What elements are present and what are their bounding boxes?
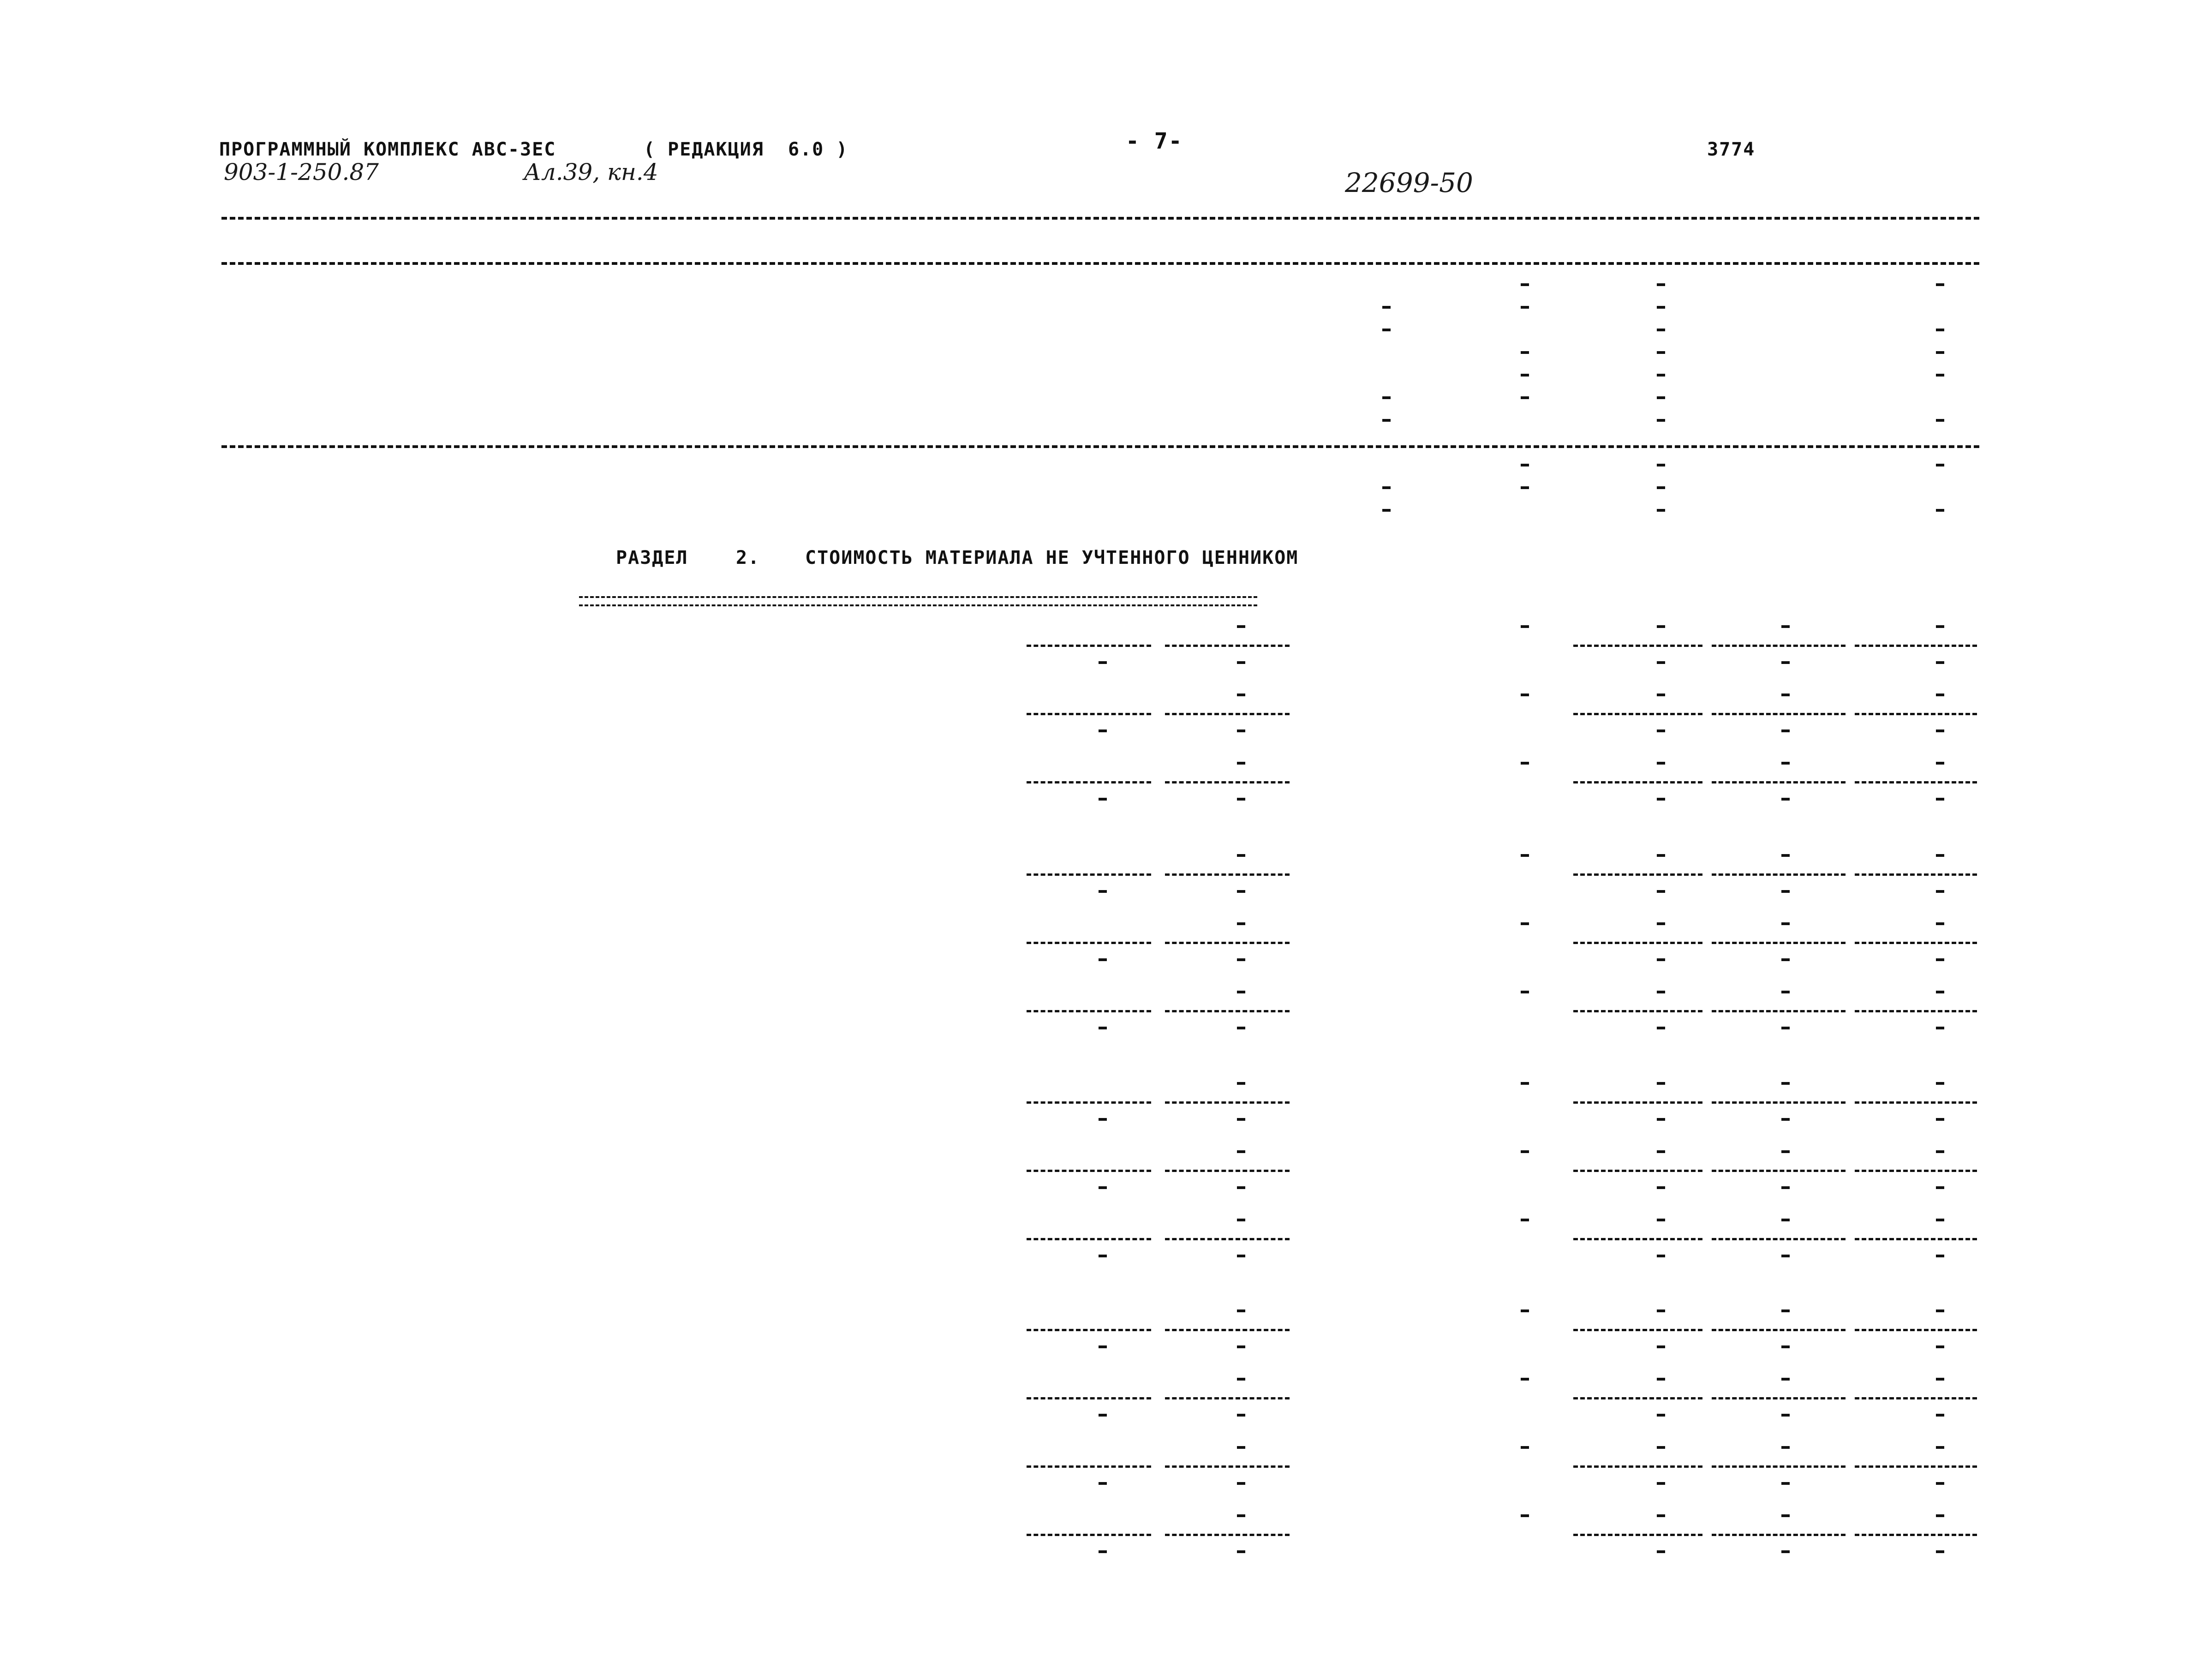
item-sub-rule — [1855, 942, 1977, 944]
item-sub-rule — [1165, 1010, 1290, 1012]
summary-col11-dash — [1936, 351, 1944, 354]
item-col11-dash — [1936, 1082, 1944, 1085]
summary-col9-dash — [1657, 509, 1665, 512]
item-col11-dash — [1936, 1150, 1944, 1153]
summary-col8-dash — [1521, 351, 1529, 354]
item-col10-dash — [1781, 762, 1790, 765]
item-col8-dash — [1521, 1082, 1529, 1085]
header-bottom-rule — [221, 262, 1979, 265]
item-col9-dash — [1657, 991, 1665, 993]
item-col11-dash — [1936, 762, 1944, 765]
summary-col9-dash — [1657, 283, 1665, 286]
item-sub-rule — [1573, 713, 1702, 715]
item-under-dash — [1781, 661, 1790, 664]
item-under-dash — [1936, 1255, 1944, 1257]
item-under-dash — [1657, 890, 1665, 893]
summary-col9-dash — [1657, 329, 1665, 331]
item-col8-dash — [1521, 694, 1529, 696]
item-under-dash — [1657, 1345, 1665, 1348]
item-col10-dash — [1781, 1082, 1790, 1085]
item-under-dash — [1781, 958, 1790, 961]
item-col6-dash — [1237, 1082, 1245, 1085]
summary-col7-dash — [1382, 419, 1391, 422]
handwritten-doc-number: 22699-50 — [1345, 167, 1473, 198]
item-sub-rule — [1165, 1465, 1290, 1468]
item-col10-dash — [1781, 1309, 1790, 1312]
item-col9-dash — [1657, 1309, 1665, 1312]
item-sub-rule — [1027, 1534, 1151, 1536]
item-col11-dash — [1936, 1378, 1944, 1381]
summary-col8-dash — [1521, 464, 1529, 466]
item-under-dash — [1657, 1027, 1665, 1029]
item-col11-dash — [1936, 854, 1944, 857]
item-col10-dash — [1781, 1446, 1790, 1449]
item-under-dash — [1936, 1414, 1944, 1417]
item-col8-dash — [1521, 762, 1529, 765]
summary-col7-dash — [1382, 509, 1391, 512]
item-col11-dash — [1936, 1219, 1944, 1221]
item-under-dash — [1237, 1186, 1245, 1189]
item-sub-rule — [1573, 942, 1702, 944]
summary-col8-dash — [1521, 486, 1529, 489]
item-under-dash — [1099, 890, 1107, 893]
item-col6-dash — [1237, 1150, 1245, 1153]
item-col8-dash — [1521, 1378, 1529, 1381]
item-sub-rule — [1027, 1010, 1151, 1012]
program-title: ПРОГРАММНЫЙ КОМПЛЕКС АВС-ЗЕС — [219, 139, 556, 160]
item-sub-rule — [1712, 1238, 1846, 1240]
item-col10-dash — [1781, 854, 1790, 857]
item-col9-dash — [1657, 694, 1665, 696]
item-sub-rule — [1573, 1101, 1702, 1104]
item-under-dash — [1237, 1482, 1245, 1485]
item-under-dash — [1237, 1255, 1245, 1257]
item-under-dash — [1099, 1027, 1107, 1029]
item-under-dash — [1237, 958, 1245, 961]
item-col9-dash — [1657, 1378, 1665, 1381]
item-sub-rule — [1573, 1465, 1702, 1468]
item-sub-rule — [1165, 1170, 1290, 1172]
item-under-dash — [1237, 729, 1245, 732]
page-mark: - 7- — [1126, 128, 1183, 154]
section-number: 2. — [736, 547, 760, 568]
item-col8-dash — [1521, 854, 1529, 857]
item-under-dash — [1237, 1414, 1245, 1417]
item-col8-dash — [1521, 1446, 1529, 1449]
item-col10-dash — [1781, 922, 1790, 925]
item-under-dash — [1657, 1186, 1665, 1189]
item-under-dash — [1936, 958, 1944, 961]
item-under-dash — [1781, 1550, 1790, 1553]
item-under-dash — [1237, 1118, 1245, 1121]
item-col9-dash — [1657, 1082, 1665, 1085]
item-sub-rule — [1855, 1397, 1977, 1399]
item-under-dash — [1099, 1482, 1107, 1485]
item-under-dash — [1781, 1186, 1790, 1189]
item-sub-rule — [1165, 1101, 1290, 1104]
item-under-dash — [1099, 958, 1107, 961]
summary-col8-dash — [1521, 306, 1529, 309]
item-sub-rule — [1165, 645, 1290, 647]
item-under-dash — [1099, 1345, 1107, 1348]
item-sub-rule — [1855, 1534, 1977, 1536]
item-sub-rule — [1855, 1101, 1977, 1104]
item-sub-rule — [1712, 781, 1846, 783]
item-sub-rule — [1712, 1397, 1846, 1399]
item-col8-dash — [1521, 1150, 1529, 1153]
item-under-dash — [1781, 1345, 1790, 1348]
item-col9-dash — [1657, 625, 1665, 628]
item-col6-dash — [1237, 1378, 1245, 1381]
item-sub-rule — [1027, 1101, 1151, 1104]
item-col6-dash — [1237, 991, 1245, 993]
item-sub-rule — [1573, 873, 1702, 876]
item-col11-dash — [1936, 694, 1944, 696]
item-col8-dash — [1521, 1309, 1529, 1312]
item-under-dash — [1781, 1255, 1790, 1257]
item-sub-rule — [1573, 1170, 1702, 1172]
item-col10-dash — [1781, 1378, 1790, 1381]
item-col11-dash — [1936, 1309, 1944, 1312]
summary-col9-dash — [1657, 486, 1665, 489]
handwritten-sheet-ref: Ал.39, кн.4 — [524, 159, 658, 185]
item-sub-rule — [1712, 1010, 1846, 1012]
item-col8-dash — [1521, 625, 1529, 628]
summary-col7-dash — [1382, 329, 1391, 331]
summary-col9-dash — [1657, 374, 1665, 377]
summary-col11-dash — [1936, 509, 1944, 512]
item-under-dash — [1657, 1482, 1665, 1485]
item-col9-dash — [1657, 1219, 1665, 1221]
item-under-dash — [1936, 1550, 1944, 1553]
item-col9-dash — [1657, 762, 1665, 765]
item-sub-rule — [1855, 1170, 1977, 1172]
item-sub-rule — [1165, 781, 1290, 783]
item-sub-rule — [1712, 1534, 1846, 1536]
item-col6-dash — [1237, 854, 1245, 857]
item-col11-dash — [1936, 922, 1944, 925]
item-sub-rule — [1165, 873, 1290, 876]
item-under-dash — [1936, 798, 1944, 801]
item-under-dash — [1099, 661, 1107, 664]
item-col6-dash — [1237, 922, 1245, 925]
item-sub-rule — [1027, 781, 1151, 783]
item-sub-rule — [1573, 1238, 1702, 1240]
item-col11-dash — [1936, 1514, 1944, 1517]
summary-col7-dash — [1382, 486, 1391, 489]
item-sub-rule — [1027, 873, 1151, 876]
item-sub-rule — [1027, 1238, 1151, 1240]
item-col6-dash — [1237, 1219, 1245, 1221]
item-under-dash — [1936, 1345, 1944, 1348]
summary-col9-dash — [1657, 396, 1665, 399]
item-under-dash — [1099, 1118, 1107, 1121]
item-sub-rule — [1712, 1170, 1846, 1172]
item-under-dash — [1936, 1186, 1944, 1189]
item-under-dash — [1237, 1550, 1245, 1553]
header-top-rule — [221, 217, 1979, 220]
summary-col7-dash — [1382, 306, 1391, 309]
item-under-dash — [1237, 1345, 1245, 1348]
summary-col11-dash — [1936, 464, 1944, 466]
summary-col9-dash — [1657, 306, 1665, 309]
handwritten-project-code: 903-1-250.87 — [224, 159, 379, 185]
item-under-dash — [1099, 729, 1107, 732]
summary-col9-dash — [1657, 351, 1665, 354]
item-under-dash — [1781, 729, 1790, 732]
item-under-dash — [1657, 1550, 1665, 1553]
item-under-dash — [1099, 1186, 1107, 1189]
item-sub-rule — [1855, 781, 1977, 783]
item-sub-rule — [1855, 1465, 1977, 1468]
item-sub-rule — [1855, 1238, 1977, 1240]
item-sub-rule — [1027, 1329, 1151, 1331]
item-sub-rule — [1165, 713, 1290, 715]
section-word: РАЗДЕЛ — [616, 547, 688, 568]
item-under-dash — [1099, 1255, 1107, 1257]
item-sub-rule — [1712, 1329, 1846, 1331]
item-under-dash — [1657, 958, 1665, 961]
item-col8-dash — [1521, 991, 1529, 993]
summary-col11-dash — [1936, 374, 1944, 377]
item-under-dash — [1657, 661, 1665, 664]
item-sub-rule — [1855, 645, 1977, 647]
item-sub-rule — [1027, 1170, 1151, 1172]
item-col9-dash — [1657, 1514, 1665, 1517]
item-under-dash — [1657, 1255, 1665, 1257]
item-col9-dash — [1657, 854, 1665, 857]
program-edition: ( РЕДАКЦИЯ 6.0 ) — [644, 139, 848, 160]
section-double-rule — [579, 596, 1257, 606]
summary-col8-dash — [1521, 374, 1529, 377]
item-sub-rule — [1165, 1397, 1290, 1399]
item-col6-dash — [1237, 1514, 1245, 1517]
item-under-dash — [1657, 798, 1665, 801]
item-sub-rule — [1027, 1465, 1151, 1468]
item-sub-rule — [1855, 1329, 1977, 1331]
item-col6-dash — [1237, 625, 1245, 628]
item-col10-dash — [1781, 625, 1790, 628]
item-col9-dash — [1657, 922, 1665, 925]
item-under-dash — [1099, 798, 1107, 801]
item-sub-rule — [1027, 713, 1151, 715]
item-col11-dash — [1936, 625, 1944, 628]
item-sub-rule — [1573, 1397, 1702, 1399]
section-title: СТОИМОСТЬ МАТЕРИАЛА НЕ УЧТЕННОГО ЦЕННИКОМ — [805, 547, 1299, 568]
summary-col9-dash — [1657, 419, 1665, 422]
item-under-dash — [1237, 661, 1245, 664]
item-sub-rule — [1165, 1238, 1290, 1240]
item-under-dash — [1237, 890, 1245, 893]
item-col10-dash — [1781, 1514, 1790, 1517]
item-sub-rule — [1712, 713, 1846, 715]
item-under-dash — [1781, 890, 1790, 893]
item-under-dash — [1936, 1482, 1944, 1485]
summary-col11-dash — [1936, 329, 1944, 331]
item-col8-dash — [1521, 922, 1529, 925]
item-sub-rule — [1027, 1397, 1151, 1399]
item-under-dash — [1936, 1118, 1944, 1121]
item-sub-rule — [1165, 1329, 1290, 1331]
item-col6-dash — [1237, 762, 1245, 765]
item-under-dash — [1237, 1027, 1245, 1029]
item-under-dash — [1237, 798, 1245, 801]
item-sub-rule — [1573, 781, 1702, 783]
item-col11-dash — [1936, 991, 1944, 993]
item-sub-rule — [1573, 645, 1702, 647]
item-under-dash — [1657, 1414, 1665, 1417]
item-col6-dash — [1237, 694, 1245, 696]
item-sub-rule — [1027, 645, 1151, 647]
item-col10-dash — [1781, 991, 1790, 993]
item-under-dash — [1781, 1027, 1790, 1029]
item-sub-rule — [1165, 1534, 1290, 1536]
summary-separator-rule — [221, 445, 1979, 448]
item-sub-rule — [1573, 1329, 1702, 1331]
item-sub-rule — [1712, 1465, 1846, 1468]
item-col10-dash — [1781, 1150, 1790, 1153]
item-col9-dash — [1657, 1150, 1665, 1153]
item-sub-rule — [1855, 1010, 1977, 1012]
item-sub-rule — [1855, 873, 1977, 876]
item-sub-rule — [1712, 1101, 1846, 1104]
item-under-dash — [1781, 1482, 1790, 1485]
summary-col11-dash — [1936, 283, 1944, 286]
summary-col8-dash — [1521, 283, 1529, 286]
item-under-dash — [1936, 1027, 1944, 1029]
sheet-number: 3774 — [1707, 139, 1756, 160]
item-sub-rule — [1712, 645, 1846, 647]
item-sub-rule — [1573, 1534, 1702, 1536]
item-col6-dash — [1237, 1446, 1245, 1449]
item-col9-dash — [1657, 1446, 1665, 1449]
item-under-dash — [1936, 661, 1944, 664]
item-under-dash — [1936, 729, 1944, 732]
summary-col9-dash — [1657, 464, 1665, 466]
item-col11-dash — [1936, 1446, 1944, 1449]
item-under-dash — [1936, 890, 1944, 893]
item-sub-rule — [1165, 942, 1290, 944]
item-sub-rule — [1855, 713, 1977, 715]
item-under-dash — [1657, 729, 1665, 732]
item-col6-dash — [1237, 1309, 1245, 1312]
summary-col11-dash — [1936, 419, 1944, 422]
item-under-dash — [1781, 1414, 1790, 1417]
item-under-dash — [1099, 1414, 1107, 1417]
summary-col8-dash — [1521, 396, 1529, 399]
item-sub-rule — [1027, 942, 1151, 944]
item-sub-rule — [1573, 1010, 1702, 1012]
summary-col7-dash — [1382, 396, 1391, 399]
item-sub-rule — [1712, 942, 1846, 944]
item-col8-dash — [1521, 1219, 1529, 1221]
item-under-dash — [1099, 1550, 1107, 1553]
item-col10-dash — [1781, 1219, 1790, 1221]
item-under-dash — [1657, 1118, 1665, 1121]
item-under-dash — [1781, 1118, 1790, 1121]
item-under-dash — [1781, 798, 1790, 801]
item-col10-dash — [1781, 694, 1790, 696]
item-col8-dash — [1521, 1514, 1529, 1517]
item-sub-rule — [1712, 873, 1846, 876]
